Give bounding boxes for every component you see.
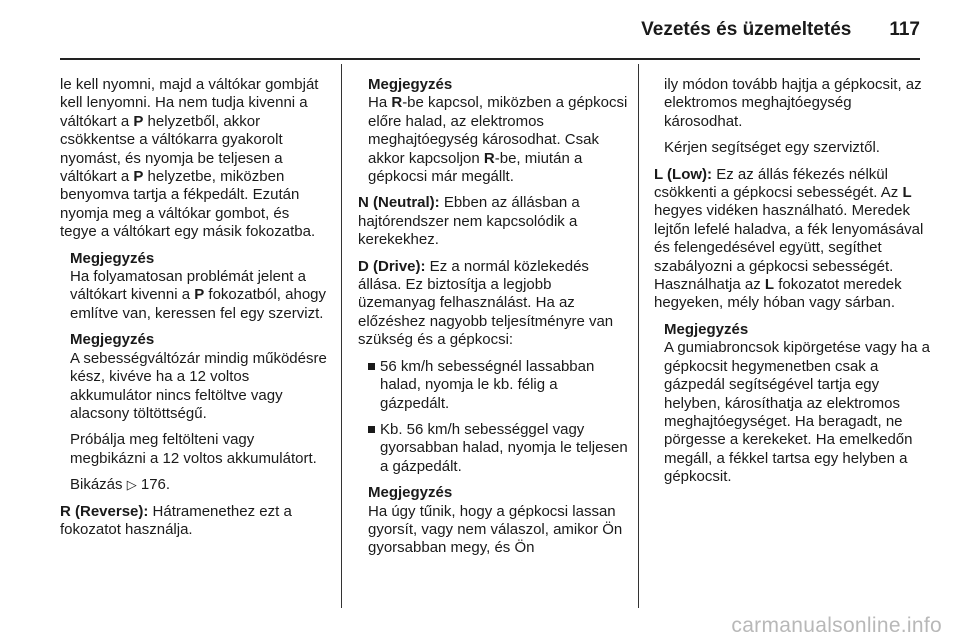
note-text: Próbálja meg feltölteni vagy megbikázni a 12 voltos akkumulátort. bbox=[70, 431, 317, 467]
note-box-3 bbox=[358, 484, 628, 558]
note-text: Kérjen segítséget egy szerviztől. bbox=[664, 139, 880, 157]
note-text: ily módon tovább hajtja a gépkocsit, az elektromos meghajtóegység károsodhat. bbox=[664, 76, 922, 130]
watermark: carmanualsonline.info bbox=[731, 614, 942, 637]
page-header bbox=[60, 12, 920, 48]
paragraph-intro: le kell nyomni, majd a váltókar gombját kell lenyomni. Ha nem tudja kivenni a váltókart a P helyzetből, akkor csökkentse a váltókarra gyakorolt nyomást, és nyomja be teljesen a váltókart a P helyzetbe, miközben benyomva tartja a fékpedált. Ezután nyomja meg a váltókar gombot, és tegye a váltókart egy másik fokozatba. bbox=[60, 76, 319, 241]
column-1 bbox=[60, 76, 330, 547]
bullet-icon bbox=[368, 426, 375, 433]
note-heading: Megjegyzés bbox=[368, 484, 453, 502]
header-rule bbox=[60, 58, 920, 60]
column-3 bbox=[654, 76, 934, 495]
note-heading: Megjegyzés bbox=[70, 249, 155, 267]
note-text: Ha R-be kapcsol, miközben a gépkocsi előre halad, az elektromos meghajtóegység károsodhat. Csak akkor kapcsoljon R-be, miután a gépkocsi már megállt. bbox=[368, 94, 628, 186]
column-divider-2 bbox=[638, 64, 639, 608]
bullet-list bbox=[358, 358, 628, 476]
page-title: Vezetés és üzemeltetés bbox=[641, 19, 852, 40]
paragraph-low: L (Low): Ez az állás fékezés nélkül csökkenti a gépkocsi sebességét. Az L hegyes vidéken használható. Meredek lejtőn lefelé haladva, a fék lenyomásával és felengedésével együtt, segíthet szabályozni a gépkocsi sebességét. Használhatja az L fokozatot meredek hegyeken, mély hóban vagy sárban. bbox=[654, 165, 924, 312]
cross-reference: Bikázás ▷ 176. bbox=[70, 476, 171, 494]
column-divider-1 bbox=[341, 64, 342, 608]
list-item: 56 km/h sebességnél lassabban halad, nyomja le kb. félig a gázpedált. bbox=[358, 358, 628, 413]
note-box-4 bbox=[654, 321, 934, 487]
page-reference-icon: ▷ bbox=[126, 477, 137, 493]
note-text: Ha folyamatosan problémát jelent a váltókart kivenni a P fokozatból, ahogy említve van, keressen fel egy szervizt. bbox=[70, 268, 327, 322]
note-continuation bbox=[654, 76, 934, 158]
note-heading: Megjegyzés bbox=[368, 76, 453, 93]
column-2 bbox=[358, 76, 628, 566]
page-number: 117 bbox=[889, 19, 920, 40]
note-box-1 bbox=[60, 250, 330, 495]
note-text: Ha úgy tűnik, hogy a gépkocsi lassan gyorsít, vagy nem válaszol, amikor Ön gyorsabban megy, és Ön bbox=[368, 502, 623, 557]
note-box-2 bbox=[358, 76, 628, 186]
paragraph-neutral: N (Neutral): Ebben az állásban a hajtórendszer nem kapcsolódik a kerekekhez. bbox=[358, 194, 580, 249]
paragraph-drive: D (Drive): Ez a normál közlekedés állása. Ez biztosítja a legjobb üzemanyag felhasználást. Ha az előzéshez nagyobb teljesítményre van szükség és a gépkocsi: bbox=[358, 257, 614, 349]
note-text: A gumiabroncsok kipörgetése vagy ha a gépkocsit hegymenetben csak a gázpedál segítségével tartja egy helyben, károsíthatja az elektromos meghajtóegységet. Ha beragadt, ne pörgesse a kerekeket. Ha emelkedőn megáll, a fékkel tartsa egy helyben a gépkocsit. bbox=[664, 339, 930, 486]
note-heading: Megjegyzés bbox=[70, 331, 155, 349]
note-text: A sebességváltózár mindig működésre kész, kivéve ha a 12 voltos akkumulátor nincs feltöltve vagy alacsony töltöttségű. bbox=[70, 349, 327, 422]
list-item: Kb. 56 km/h sebességgel vagy gyorsabban halad, nyomja le teljesen a gázpedált. bbox=[358, 421, 628, 476]
bullet-icon bbox=[368, 363, 375, 370]
note-heading: Megjegyzés bbox=[664, 320, 749, 338]
paragraph-reverse: R (Reverse): Hátramenethez ezt a fokozatot használja. bbox=[60, 502, 292, 538]
